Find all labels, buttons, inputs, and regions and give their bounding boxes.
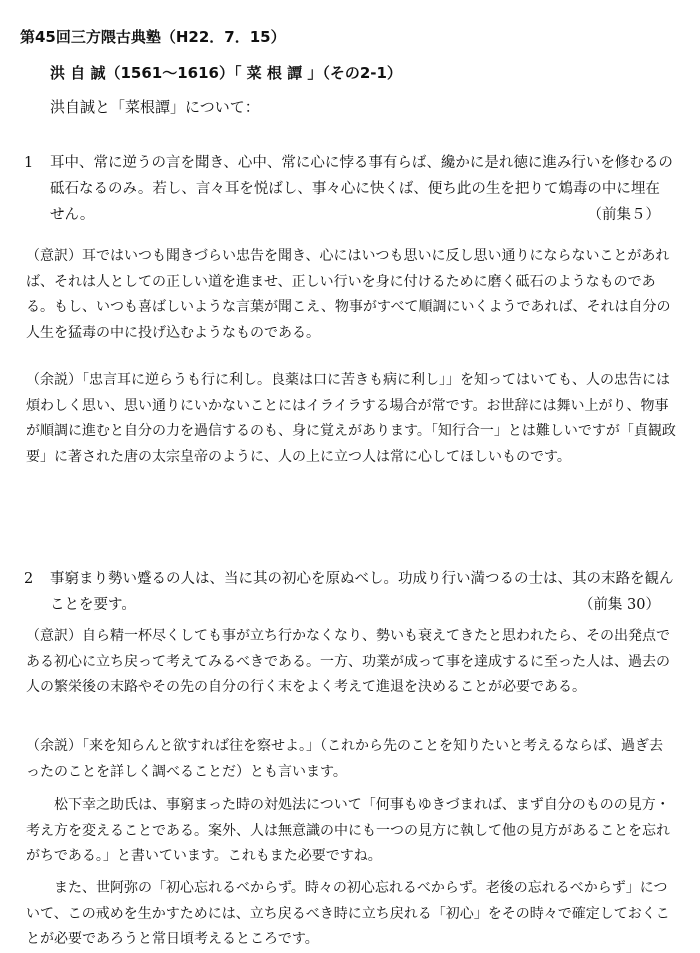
- section-1-text: 耳中、常に逆うの言を聞き、心中、常に心に悖る事有らば、纔かに是れ徳に進み行いを修むるの砥石なるのみ。若し、言々耳を悦ばし、事々心に快くば、便ち此の生を把りて鴆毒の中に埋在せん。: [50, 155, 673, 223]
- commentary-2-matsushita: 松下幸之助氏は、事窮まった時の対処法について「何事もゆきづまれば、まず自分のものの見方・考え方を変えることである。案外、人は無意識の中にも一つの見方に執して他の見方があることを忘れがちである。」と書いています。これもまた必要ですね。: [26, 797, 670, 864]
- section-2-ref: （前集 30）: [578, 597, 660, 613]
- translation-1: （意訳）耳ではいつも聞きづらい忠告を聞き、心にはいつも思いに反し思い通りにならないことがあれば、それは人としての正しい道を進ませ、正しい行いを身に付けるために磨く砥石のようなものである。もし、いつも喜ばしいような言葉が聞こえ、物事がすべて順調にいくようであれば、それは自分の人生を猛毒の中に投げ込むようなものである。: [26, 248, 671, 341]
- commentary-2: （余説）「来を知らんと欲すれば往を察せよ。」（これから先のことを知りたいと考えるならば、過ぎ去ったのことを詳しく調べることだ）とも言います。: [26, 738, 663, 780]
- intro-line: 洪自誠と「菜根譚」について：: [50, 98, 260, 116]
- page-title: 第45回三方隈古典塾（H22．7．15）: [20, 28, 286, 46]
- translation-2: （意訳）自ら精一杯尽くしても事が立ち行かなくなり、勢いも衰えてきたと思われたら、その出発点である初心に立ち戻って考えてみるべきである。一方、功業が成って事を達成するに至った人は、過去の人の繁栄後の末路やその先の自分の行く末をよく考えて進退を決めることが必要である。: [26, 628, 670, 695]
- commentary-1: （余説）「忠言耳に逆らうも行に利し。良薬は口に苦きも病に利し」」を知ってはいても、人の忠告には煩わしく思い、思い通りにいかないことにはイライラする場合が常です。お世辞には舞い上がり、物事が順調に進むと自分の力を過信するのも、身に覚えがあります。「知行合一」とは難しいですが「貞観政要」に著された唐の太宗皇帝のように、人の上に立つ人は常に心してほしいものです。: [26, 372, 676, 465]
- section-2: [24, 566, 674, 618]
- commentary-2-zeami: また、世阿弥の「初心忘れるべからず。時々の初心忘れるべからず。老後の忘れるべからず」について、この戒めを生かすためには、立ち戻るべき時に立ち戻れる「初心」をその時々で確定しておくことが必要であろうと常日頃考えるところです。: [26, 880, 670, 947]
- section-2-number: 2: [24, 571, 34, 587]
- section-1-ref: （前集５）: [587, 207, 660, 223]
- section-1-number: 1: [24, 155, 34, 171]
- page-subtitle: 洪 自 誠（1561〜1616）「 菜 根 譚 」（その2-1）: [50, 64, 402, 82]
- section-2-text: 事窮まり勢い蹙るの人は、当に其の初心を原ぬべし。功成り行い満つるの士は、其の末路を観んことを要す。: [50, 571, 674, 613]
- section-1: [24, 150, 674, 228]
